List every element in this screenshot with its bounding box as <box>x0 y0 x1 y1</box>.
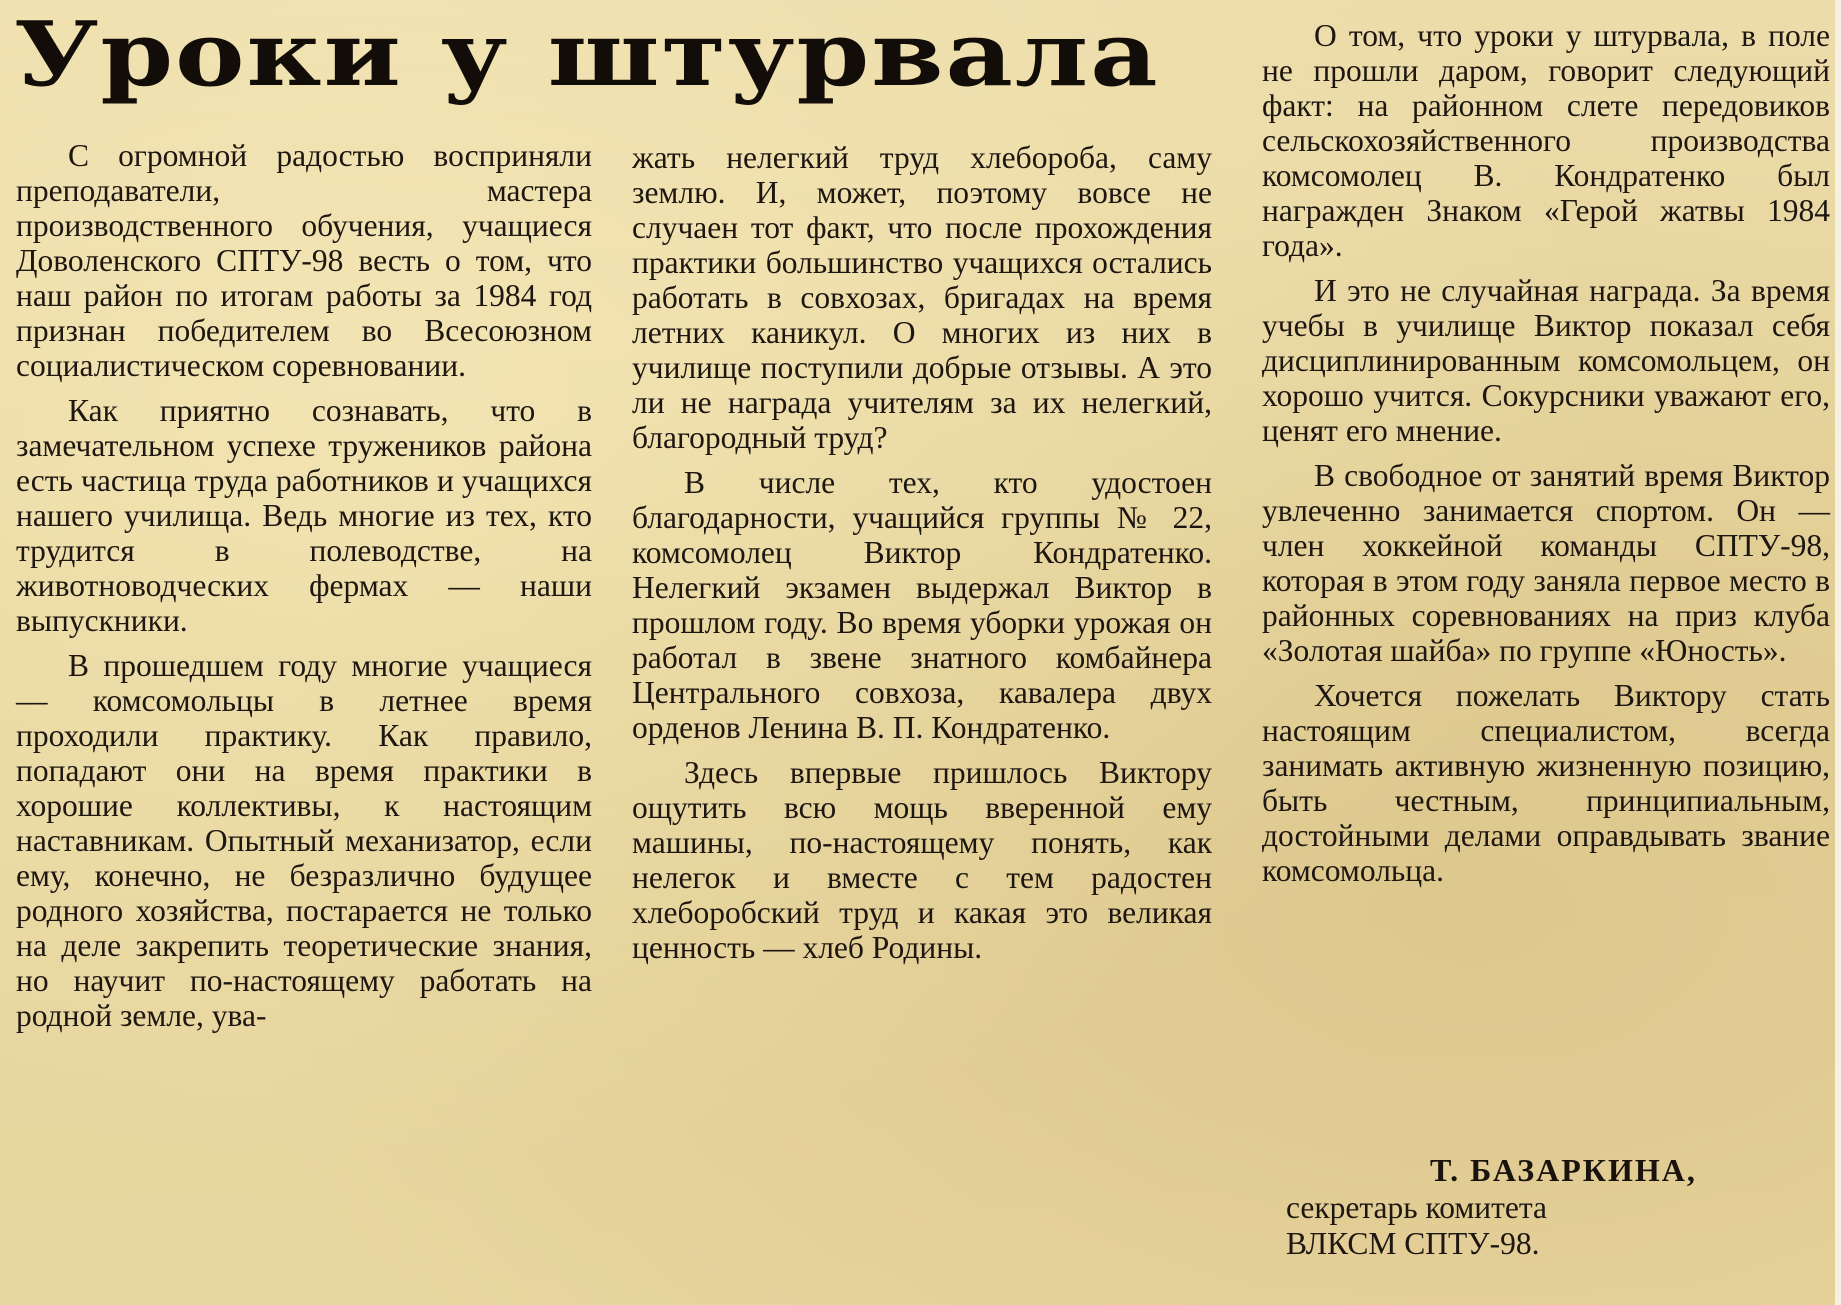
paragraph: И это не случайная награда. За время учебы в училище Виктор показал себя дисциплинированным комсомольцем, он хорошо учится. Сокурсники уважают его, ценят его мнение. <box>1262 273 1830 448</box>
article-column-3 <box>1262 18 1830 898</box>
paragraph: Как приятно сознавать, что в замечательном успехе тружеников района есть частица труда работников и учащихся нашего училища. Ведь многие из тех, кто трудится в полеводстве, на животноводческих фермах — наши выпускники. <box>16 393 592 638</box>
author-title-line: ВЛКСМ СПТУ-98. <box>1286 1226 1540 1261</box>
clipping-edge <box>1835 0 1841 1305</box>
article-column-2 <box>632 140 1212 975</box>
paragraph: В прошедшем году многие учащиеся — комсомольцы в летнее время проходили практику. Как правило, попадают они на время практики в хорошие коллективы, к настоящим наставникам. Опытный механизатор, если ему, конечно, не безразлично будущее родного хозяйства, постарается не только на деле закрепить теоретические знания, но научит по-настоящему работать на родной земле, ува- <box>16 648 592 1033</box>
paragraph: О том, что уроки у штурвала, в поле не прошли даром, говорит следующий факт: на районном слете передовиков сельскохозяйственного производства комсомолец В. Кондратенко был награжден Знаком «Герой жатвы 1984 года». <box>1262 18 1830 263</box>
paragraph: жать нелегкий труд хлебороба, саму землю. И, может, поэтому вовсе не случаен тот факт, что после прохождения практики большинство учащихся остались работать в совхозах, бригадах на время летних каникул. О многих из них в училище поступили добрые отзывы. А это ли не награда учителям за их нелегкий, благородный труд? <box>632 140 1212 455</box>
author-title-line: секретарь комитета <box>1286 1190 1548 1225</box>
author-title <box>1286 1190 1766 1262</box>
paragraph: Хочется пожелать Виктору стать настоящим специалистом, всегда занимать активную жизненную позицию, быть честным, принципиальным, достойными делами оправдывать звание комсомольца. <box>1262 678 1830 888</box>
paragraph: Здесь впервые пришлось Виктору ощутить всю мощь вверенной ему машины, по-настоящему понять, как нелегок и вместе с тем радостен хлеборобский труд и какая это великая ценность — хлеб Родины. <box>632 755 1212 965</box>
article-column-1 <box>16 138 592 1043</box>
author-name: Т. БАЗАРКИНА, <box>1430 1152 1697 1188</box>
paragraph: В свободное от занятий время Виктор увлеченно занимается спортом. Он — член хоккейной команды СПТУ-98, которая в этом году заняла первое место в районных соревнованиях на приз клуба «Золотая шайба» по группе «Юность». <box>1262 458 1830 668</box>
article-title: Уроки у штурвала <box>14 0 1160 107</box>
paragraph: В числе тех, кто удостоен благодарности, учащийся группы № 22, комсомолец Виктор Кондратенко. Нелегкий экзамен выдержал Виктор в прошлом году. Во время уборки урожая он работал в звене знатного комбайнера Центрального совхоза, кавалера двух орденов Ленина В. П. Кондратенко. <box>632 465 1212 745</box>
paragraph: С огромной радостью восприняли преподаватели, мастера производственного обучения, учащиеся Доволенского СПТУ-98 весть о том, что наш район по итогам работы за 1984 год признан победителем во Всесоюзном социалистическом соревновании. <box>16 138 592 383</box>
